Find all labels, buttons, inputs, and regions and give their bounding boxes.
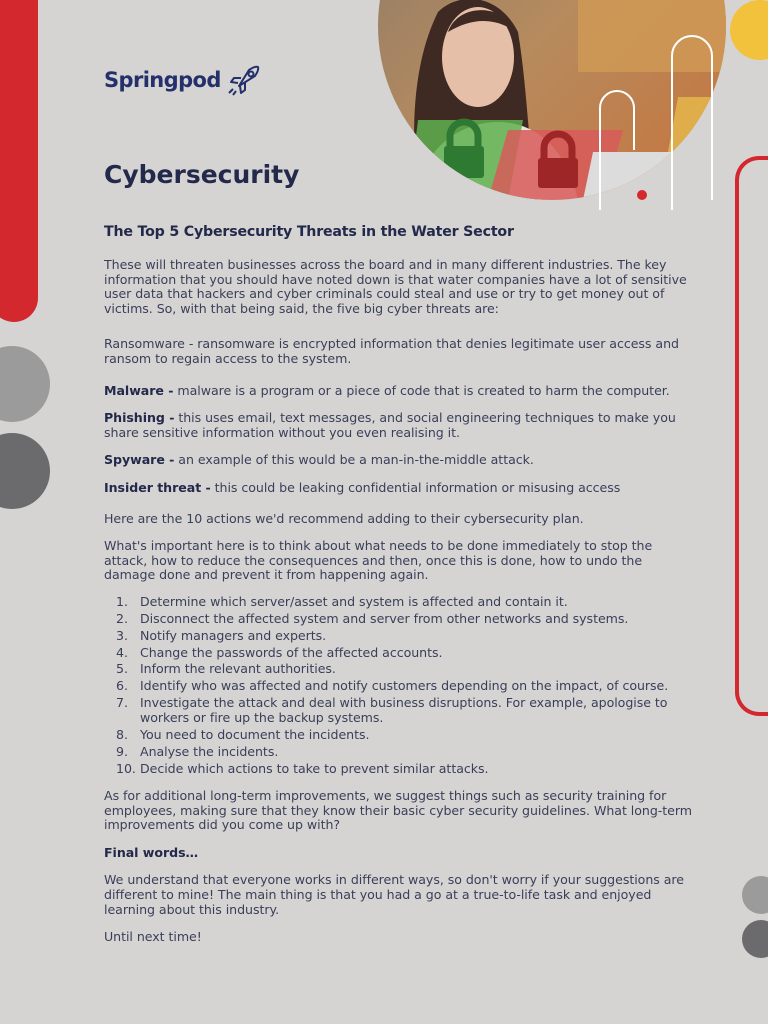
action-number: 10. bbox=[116, 760, 136, 776]
threat-description: malware is a program or a piece of code that is created to harm the computer. bbox=[173, 382, 670, 398]
threat-term: Malware - bbox=[104, 382, 174, 398]
threat-item bbox=[104, 384, 696, 399]
threat-description: this uses email, text messages, and social engineering techniques to make you share sensitive information without you even realising it. bbox=[104, 410, 676, 440]
long-term-paragraph: As for additional long-term improvements, we suggest things such as security training for employees, making sure that they know their basic cyber security guidelines. What long-term improvements did you come up with? bbox=[104, 788, 692, 833]
intro-paragraph: These will threaten businesses across the board and in many different industries. The key information that you should have noted down is that water companies have a lot of sensitive user data that hackers and cyber criminals could steal and use or try to get money out of victims. So, with that being said, the five big cyber threats are: bbox=[104, 257, 687, 316]
dark-grey-circle-decoration bbox=[0, 433, 50, 509]
action-item bbox=[104, 629, 696, 644]
dark-grey-circle-decoration bbox=[742, 920, 768, 958]
action-text: You need to document the incidents. bbox=[140, 726, 370, 742]
action-number: 7. bbox=[116, 695, 128, 711]
page-title: Cybersecurity bbox=[104, 160, 300, 189]
action-item bbox=[104, 762, 696, 777]
actions-context: What's important here is to think about what needs to be done immediately to stop the attack, how to reduce the consequences and then, once this is done, how to undo the damage done and prevent it from happening again. bbox=[104, 538, 653, 583]
line-decoration bbox=[560, 0, 768, 210]
action-text: Identify who was affected and notify customers depending on the impact, of course. bbox=[140, 678, 669, 694]
actions-list bbox=[104, 595, 696, 776]
action-text: Analyse the incidents. bbox=[140, 743, 279, 759]
threat-term: Insider threat - bbox=[104, 479, 211, 495]
action-text: Investigate the attack and deal with business disruptions. For example, apologise to workers or fire up the backup systems. bbox=[140, 695, 668, 725]
red-accent-bar bbox=[0, 0, 38, 322]
action-item bbox=[104, 595, 696, 610]
action-item bbox=[104, 612, 696, 627]
action-item bbox=[104, 646, 696, 661]
action-text: Inform the relevant authorities. bbox=[140, 661, 336, 677]
signoff: Until next time! bbox=[104, 929, 202, 945]
threat-term: Spyware - bbox=[104, 452, 175, 468]
action-text: Disconnect the affected system and server from other networks and systems. bbox=[140, 610, 629, 626]
rocket-icon bbox=[227, 64, 261, 96]
action-item bbox=[104, 679, 696, 694]
threat-description: this could be leaking confidential information or misusing access bbox=[210, 479, 621, 495]
action-text: Notify managers and experts. bbox=[140, 627, 327, 643]
threat-term: Phishing - bbox=[104, 410, 175, 426]
logo-text: Springpod bbox=[104, 68, 221, 92]
action-number: 2. bbox=[116, 610, 128, 626]
action-item bbox=[104, 745, 696, 760]
grey-circle-decoration bbox=[742, 876, 768, 914]
article-subtitle: The Top 5 Cybersecurity Threats in the Water Sector bbox=[104, 224, 514, 240]
action-text: Determine which server/asset and system is affected and contain it. bbox=[140, 593, 568, 609]
actions-intro: Here are the 10 actions we'd recommend adding to their cybersecurity plan. bbox=[104, 510, 584, 526]
grey-circle-decoration bbox=[0, 346, 50, 422]
action-item bbox=[104, 728, 696, 743]
final-words-label: Final words… bbox=[104, 844, 199, 860]
threat-item bbox=[104, 481, 696, 496]
springpod-logo bbox=[104, 64, 261, 96]
action-item bbox=[104, 696, 696, 725]
final-words-heading bbox=[104, 846, 696, 861]
action-number: 3. bbox=[116, 627, 128, 643]
red-outline-decoration bbox=[735, 156, 768, 716]
action-text: Change the passwords of the affected accounts. bbox=[140, 644, 443, 660]
final-words-paragraph: We understand that everyone works in different ways, so don't worry if your suggestions are different to mine! The main thing is that you had a go at a true-to-life task and enjoyed learning about this industry. bbox=[104, 872, 684, 917]
ransomware-paragraph: Ransomware - ransomware is encrypted information that denies legitimate user access and ransom to regain access to the system. bbox=[104, 336, 679, 366]
threat-item bbox=[104, 453, 696, 468]
action-number: 4. bbox=[116, 644, 128, 660]
action-item bbox=[104, 662, 696, 677]
action-number: 8. bbox=[116, 726, 128, 742]
action-number: 1. bbox=[116, 593, 128, 609]
threat-item bbox=[104, 411, 696, 440]
action-number: 9. bbox=[116, 743, 128, 759]
action-number: 6. bbox=[116, 678, 128, 694]
action-number: 5. bbox=[116, 661, 128, 677]
article-body bbox=[104, 258, 696, 945]
action-text: Decide which actions to take to prevent similar attacks. bbox=[140, 760, 489, 776]
threat-description: an example of this would be a man-in-the-middle attack. bbox=[174, 452, 534, 468]
